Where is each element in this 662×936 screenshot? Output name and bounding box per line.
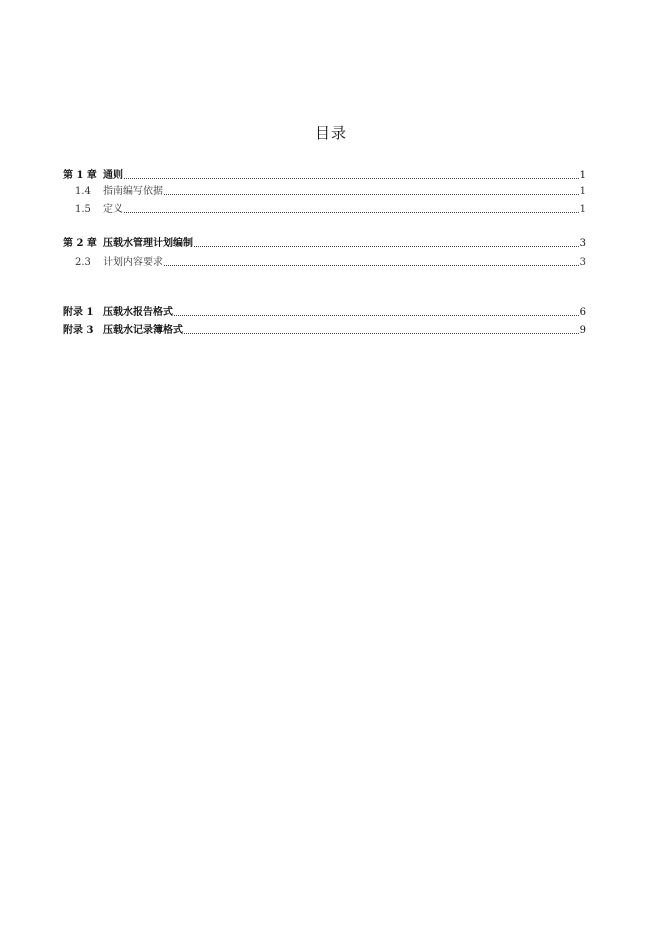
toc-entry-text: 通则	[103, 170, 123, 181]
toc-page-number: 1	[579, 170, 586, 181]
toc-entry-appendix-1[interactable]	[63, 305, 586, 319]
toc-leader-dots	[184, 332, 579, 334]
toc-page-number: 3	[579, 238, 586, 249]
toc-entry-text: 压载水记录簿格式	[103, 325, 183, 336]
toc-leader-dots	[164, 264, 579, 266]
toc-entry-chapter-2[interactable]	[63, 236, 586, 250]
page-title: 目录	[314, 124, 347, 142]
toc-leader-dots	[124, 211, 579, 213]
toc-entry-number: 第 2 章	[63, 238, 97, 249]
toc-entry-appendix-3[interactable]	[63, 323, 586, 337]
toc-entry-label	[75, 186, 163, 198]
toc-entry-text: 计划内容要求	[103, 257, 163, 268]
toc-page-number: 6	[579, 307, 586, 318]
toc-page-number: 1	[579, 186, 586, 197]
toc-entry-label	[63, 307, 173, 319]
toc-entry-chapter-1[interactable]	[63, 168, 586, 182]
toc-entry-number: 附录 1	[63, 307, 94, 318]
toc-entry-label	[63, 170, 123, 182]
toc-leader-dots	[174, 314, 579, 316]
toc-entry-label	[63, 238, 193, 250]
toc-leader-dots	[194, 245, 579, 247]
toc-entry-text: 压载水报告格式	[103, 307, 173, 318]
toc-entry-number: 2.3	[75, 257, 91, 268]
toc-entry-number: 1.5	[75, 204, 91, 215]
toc-entry-label	[63, 325, 183, 337]
toc-entry-label	[75, 204, 123, 216]
toc-leader-dots	[124, 177, 579, 179]
toc-entry-number: 第 1 章	[63, 170, 97, 181]
toc-entry-number: 附录 3	[63, 325, 94, 336]
toc-entry-number: 1.4	[75, 186, 91, 197]
toc-entry-label	[75, 257, 163, 269]
toc-entry-text: 定义	[103, 204, 123, 215]
toc-leader-dots	[164, 193, 579, 195]
toc-entry-text: 压载水管理计划编制	[103, 238, 193, 249]
toc-entry-text: 指南编写依据	[103, 186, 163, 197]
toc-page-number: 1	[579, 204, 586, 215]
toc-entry-1-5[interactable]	[75, 202, 586, 216]
toc-entry-2-3[interactable]	[75, 255, 586, 269]
toc-page-number: 3	[579, 257, 586, 268]
toc-entry-1-4[interactable]	[75, 184, 586, 198]
toc-page-number: 9	[579, 325, 586, 336]
